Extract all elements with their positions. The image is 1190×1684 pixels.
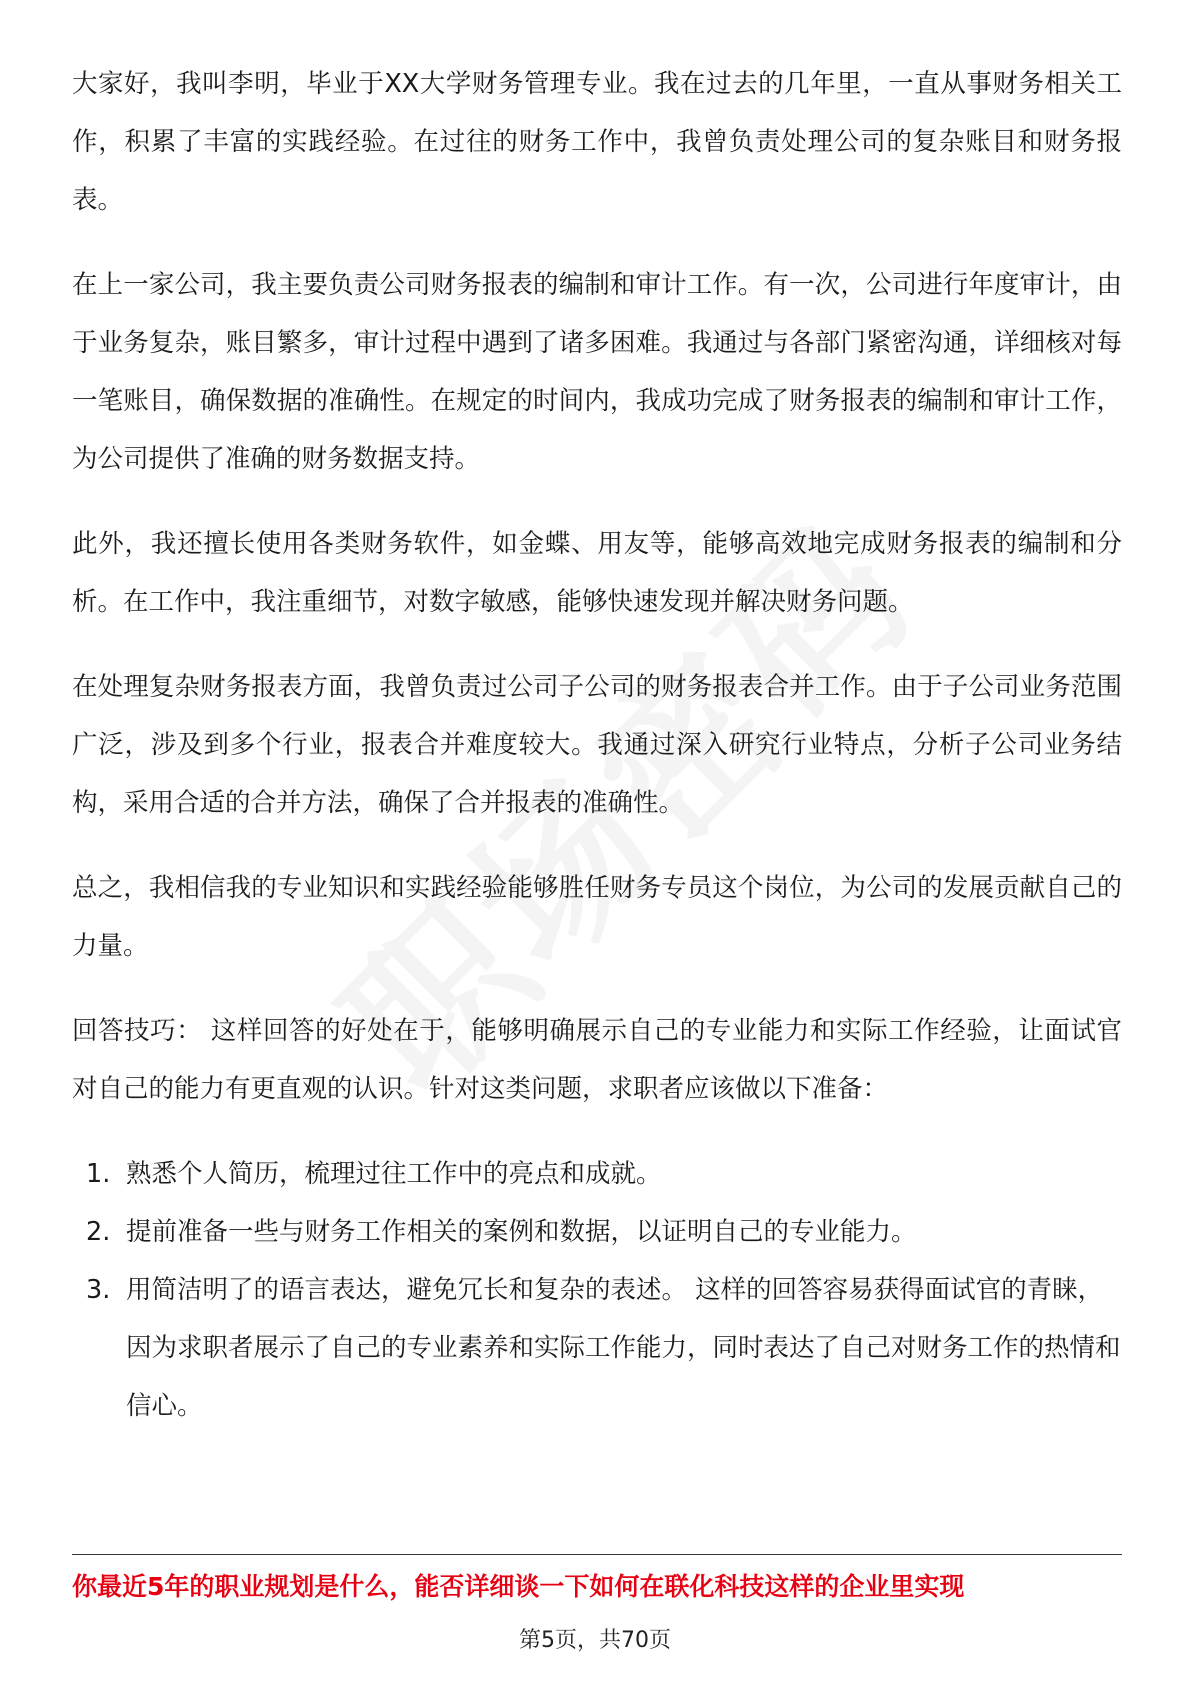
paragraph-audit-experience: 在上一家公司，我主要负责公司财务报表的编制和审计工作。有一次，公司进行年度审计，由于业务复杂，账目繁多，审计过程中遇到了诸多困难。我通过与各部门紧密沟通，详细核对每一笔账目，确保数据的准确性。在规定的时间内，我成功完成了财务报表的编制和审计工作，为公司提供了准确的财务数据支持。 [72, 270, 1122, 474]
next-question-heading: 你最近5年的职业规划是什么，能否详细谈一下如何在联化科技这样的企业里实现 [72, 1572, 965, 1601]
list-item [72, 1145, 1122, 1203]
page-number: 第5页，共70页 [519, 1628, 671, 1653]
list-item-number: 3. [86, 1275, 111, 1305]
paragraph-conclusion: 总之，我相信我的专业知识和实践经验能够胜任财务专员这个岗位，为公司的发展贡献自己的力量。 [72, 873, 1122, 961]
tips-list [72, 1145, 1122, 1435]
paragraph-answer-tips: 回答技巧： 这样回答的好处在于，能够明确展示自己的专业能力和实际工作经验，让面试官对自己的能力有更直观的认识。针对这类问题，求职者应该做以下准备： [72, 1016, 1122, 1104]
document-body [72, 55, 1122, 1435]
paragraph-intro: 大家好，我叫李明，毕业于XX大学财务管理专业。我在过去的几年里，一直从事财务相关工作，积累了丰富的实践经验。在过往的财务工作中，我曾负责处理公司的复杂账目和财务报表。 [72, 69, 1122, 215]
divider [72, 1554, 1122, 1555]
list-item-text: 用简洁明了的语言表达，避免冗长和复杂的表述。 这样的回答容易获得面试官的青睐，因为求职者展示了自己的专业素养和实际工作能力，同时表达了自己对财务工作的热情和信心。 [126, 1275, 1121, 1421]
paragraph-consolidation: 在处理复杂财务报表方面，我曾负责过公司子公司的财务报表合并工作。由于子公司业务范围广泛，涉及到多个行业，报表合并难度较大。我通过深入研究行业特点，分析子公司业务结构，采用合适的合并方法，确保了合并报表的准确性。 [72, 672, 1122, 818]
list-item [72, 1203, 1122, 1261]
list-item [72, 1261, 1122, 1435]
list-item-text: 提前准备一些与财务工作相关的案例和数据，以证明自己的专业能力。 [126, 1217, 917, 1247]
list-item-text: 熟悉个人简历，梳理过往工作中的亮点和成就。 [126, 1159, 662, 1189]
list-item-number: 2. [86, 1217, 111, 1247]
list-item-number: 1. [86, 1159, 111, 1189]
paragraph-software-skills: 此外，我还擅长使用各类财务软件，如金蝶、用友等，能够高效地完成财务报表的编制和分析。在工作中，我注重细节，对数字敏感，能够快速发现并解决财务问题。 [72, 529, 1122, 617]
